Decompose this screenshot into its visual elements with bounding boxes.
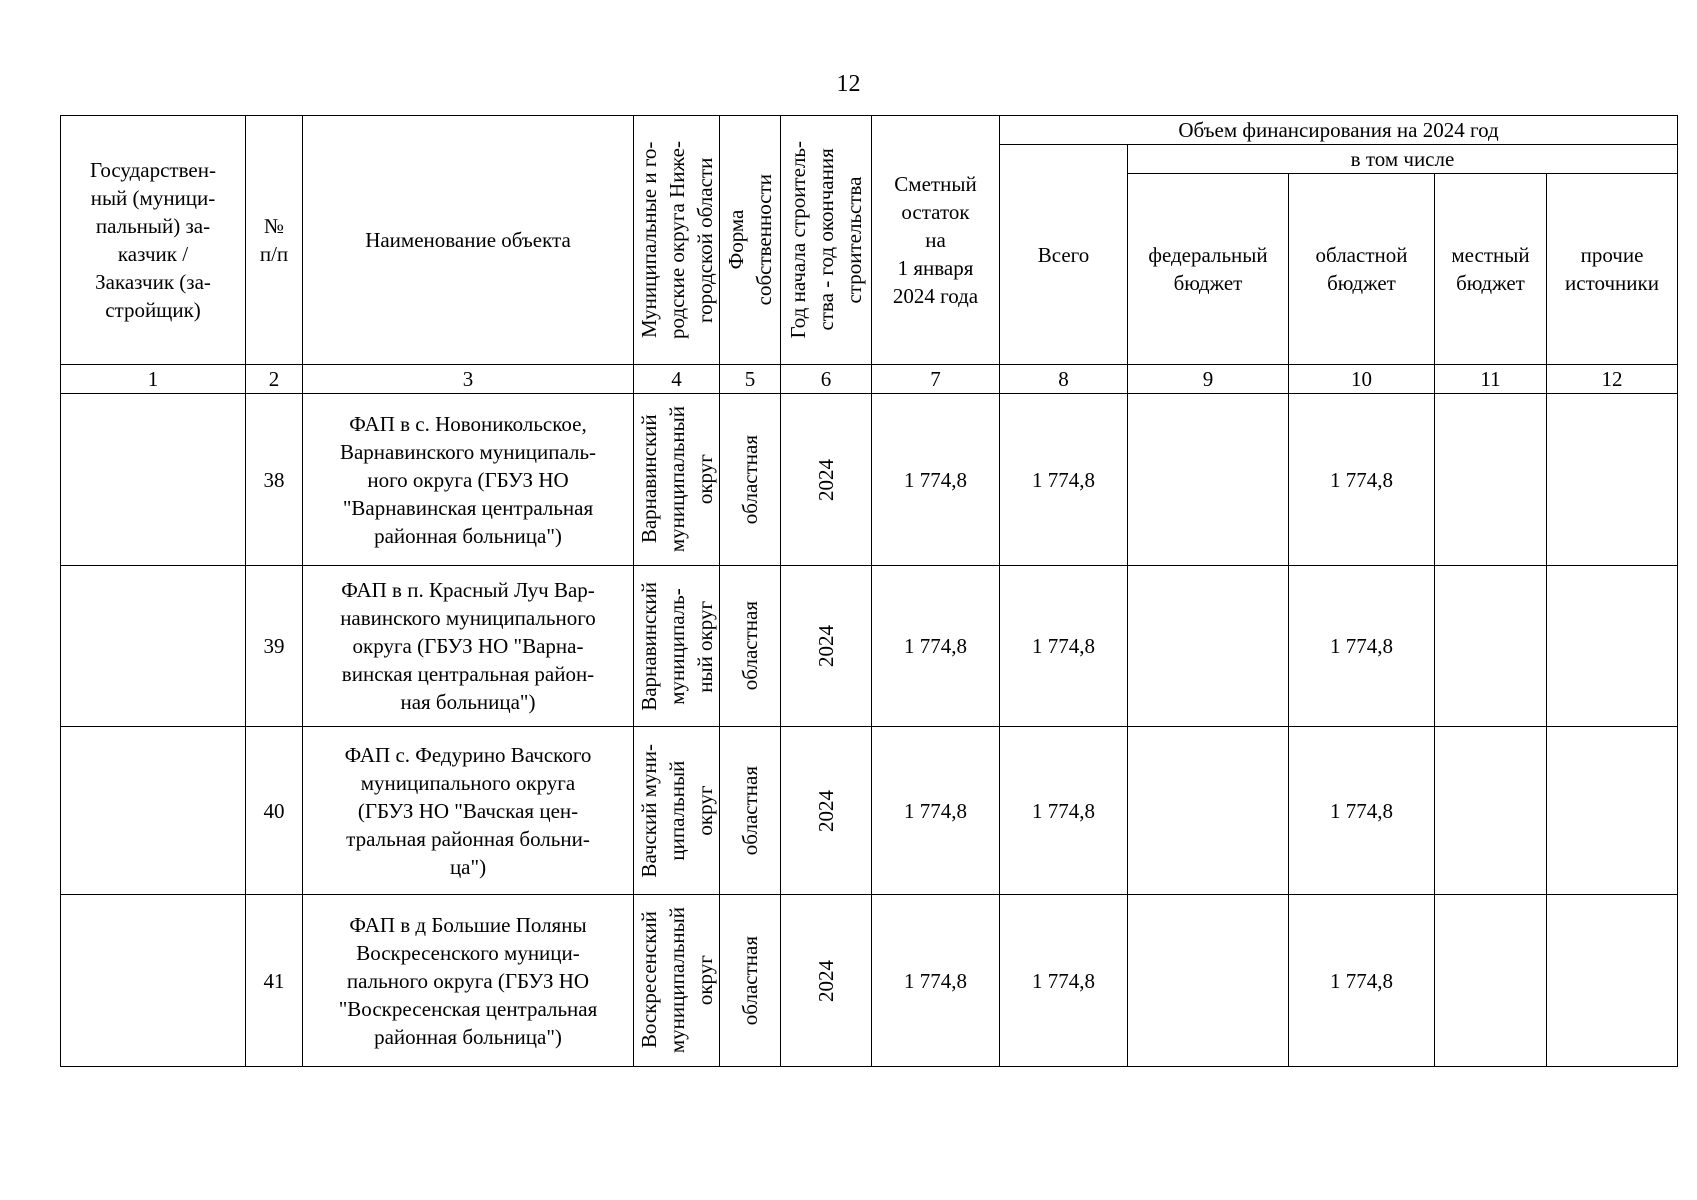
column-number-row	[61, 365, 1678, 394]
cell-total: 1 774,8	[1000, 727, 1128, 895]
cell-federal	[1128, 895, 1289, 1067]
financing-table	[60, 115, 1678, 1067]
cell-total: 1 774,8	[1000, 394, 1128, 566]
cell-number: 41	[246, 895, 303, 1067]
cell-estimate: 1 774,8	[872, 394, 1000, 566]
cell-ownership-text: областная	[738, 935, 762, 1026]
cell-district-text: Варнавинский муниципаль- ный округ	[636, 581, 717, 711]
column-number: 9	[1128, 365, 1289, 394]
cell-district	[634, 895, 720, 1067]
cell-federal	[1128, 727, 1289, 895]
cell-district	[634, 394, 720, 566]
cell-number: 39	[246, 566, 303, 727]
cell-district	[634, 566, 720, 727]
cell-number: 40	[246, 727, 303, 895]
cell-federal	[1128, 394, 1289, 566]
cell-local	[1435, 895, 1547, 1067]
column-number: 3	[303, 365, 634, 394]
cell-local	[1435, 394, 1547, 566]
cell-customer	[61, 895, 246, 1067]
cell-customer	[61, 566, 246, 727]
header-years	[781, 116, 872, 365]
cell-years	[781, 566, 872, 727]
cell-object-name: ФАП в с. Новоникольское, Варнавинского муниципаль- ного округа (ГБУЗ НО "Варнавинская центральная районная больница")	[303, 394, 634, 566]
cell-ownership-text: областная	[738, 601, 762, 691]
cell-total: 1 774,8	[1000, 895, 1128, 1067]
column-number: 7	[872, 365, 1000, 394]
cell-object-name: ФАП в д Большие Поляны Воскресенского муници- пального округа (ГБУЗ НО "Воскресенская центральная районная больница")	[303, 895, 634, 1067]
cell-ownership	[720, 394, 781, 566]
header-including: в том числе	[1128, 145, 1678, 174]
cell-district-text: Варнавинский муниципальный округ	[636, 406, 717, 553]
header-years-text: Год начала строитель- ства - год окончания строительства	[786, 141, 866, 339]
page-number: 12	[836, 71, 861, 97]
cell-estimate: 1 774,8	[872, 566, 1000, 727]
column-number: 11	[1435, 365, 1547, 394]
header-funding-group: Объем финансирования на 2024 год	[1000, 116, 1678, 145]
cell-years-text: 2024	[814, 625, 838, 667]
cell-district-text: Воскресенский муниципальный округ	[636, 907, 717, 1054]
cell-customer	[61, 394, 246, 566]
column-number: 4	[634, 365, 720, 394]
cell-local	[1435, 727, 1547, 895]
cell-ownership	[720, 895, 781, 1067]
column-number: 5	[720, 365, 781, 394]
cell-customer	[61, 727, 246, 895]
header-local: местный бюджет	[1435, 174, 1547, 365]
header-ownership	[720, 116, 781, 365]
header-district-text: Муниципальные и го- родские округа Ниже- городской области	[636, 141, 717, 339]
table-row	[61, 727, 1678, 895]
header-row	[61, 116, 1678, 145]
cell-regional: 1 774,8	[1289, 394, 1435, 566]
cell-district-text: Вачский муни- ципальный округ	[636, 743, 717, 878]
cell-ownership	[720, 566, 781, 727]
cell-years	[781, 394, 872, 566]
cell-ownership	[720, 727, 781, 895]
header-number: № п/п	[246, 116, 303, 365]
cell-regional: 1 774,8	[1289, 895, 1435, 1067]
cell-years-text: 2024	[814, 789, 838, 832]
cell-object-name: ФАП в п. Красный Луч Вар- навинского муниципального округа (ГБУЗ НО "Варна- винская центральная район- ная больница")	[303, 566, 634, 727]
header-object-name: Наименование объекта	[303, 116, 634, 365]
cell-estimate: 1 774,8	[872, 727, 1000, 895]
header-regional: областной бюджет	[1289, 174, 1435, 365]
cell-regional: 1 774,8	[1289, 727, 1435, 895]
cell-years-text: 2024	[814, 959, 838, 1002]
column-number: 8	[1000, 365, 1128, 394]
cell-object-name: ФАП с. Федурино Вачского муниципального округа (ГБУЗ НО "Вачская цен- тральная районная больни- ца")	[303, 727, 634, 895]
cell-years	[781, 727, 872, 895]
cell-number: 38	[246, 394, 303, 566]
cell-ownership-text: областная	[738, 434, 762, 525]
cell-ownership-text: областная	[738, 765, 762, 856]
cell-federal	[1128, 566, 1289, 727]
column-number: 12	[1547, 365, 1678, 394]
cell-years-text: 2024	[814, 458, 838, 501]
column-number: 10	[1289, 365, 1435, 394]
column-number: 6	[781, 365, 872, 394]
table-row	[61, 394, 1678, 566]
cell-years	[781, 895, 872, 1067]
cell-total: 1 774,8	[1000, 566, 1128, 727]
table-row	[61, 566, 1678, 727]
column-number: 1	[61, 365, 246, 394]
header-federal: федеральный бюджет	[1128, 174, 1289, 365]
column-number: 2	[246, 365, 303, 394]
header-district	[634, 116, 720, 365]
cell-other	[1547, 566, 1678, 727]
cell-estimate: 1 774,8	[872, 895, 1000, 1067]
cell-local	[1435, 566, 1547, 727]
header-total: Всего	[1000, 145, 1128, 365]
cell-other	[1547, 895, 1678, 1067]
table-row	[61, 895, 1678, 1067]
cell-other	[1547, 394, 1678, 566]
header-ownership-text: Форма собственности	[724, 174, 776, 306]
header-customer: Государствен- ный (муници- пальный) за- казчик / Заказчик (за- стройщик)	[61, 116, 246, 365]
cell-regional: 1 774,8	[1289, 566, 1435, 727]
header-estimate: Сметный остаток на 1 января 2024 года	[872, 116, 1000, 365]
cell-district	[634, 727, 720, 895]
header-other: прочие источники	[1547, 174, 1678, 365]
cell-other	[1547, 727, 1678, 895]
